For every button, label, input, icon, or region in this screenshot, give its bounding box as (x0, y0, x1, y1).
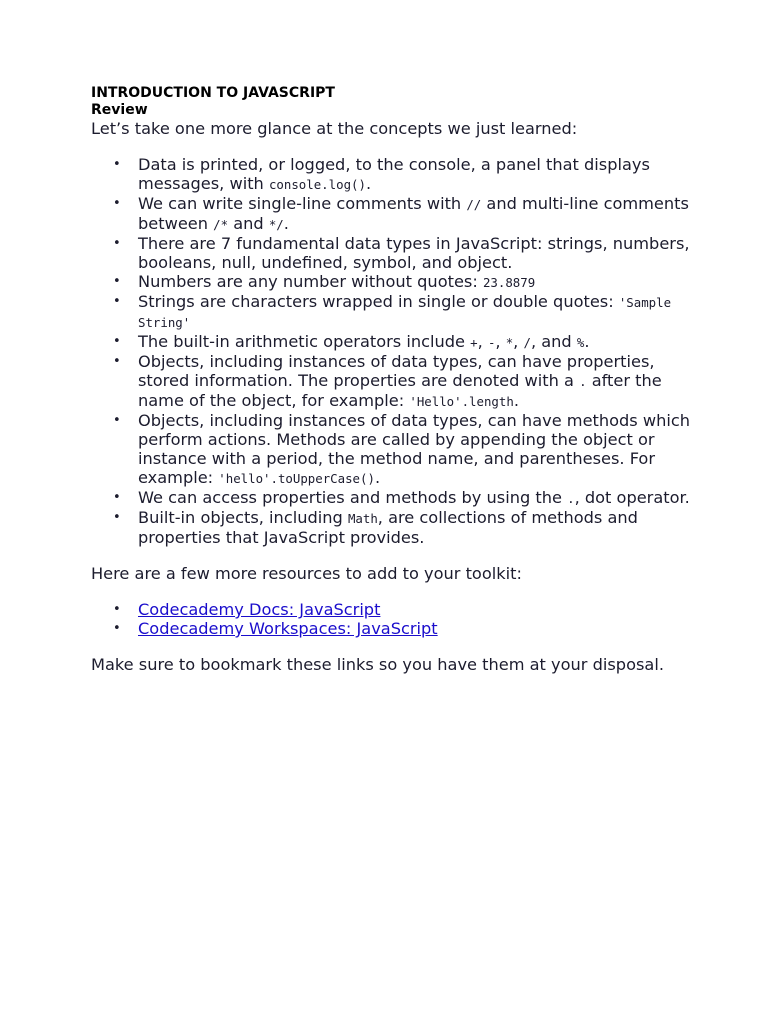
item-text: Data is printed, or logged, to the console, a panel that displays messages, with (138, 155, 650, 193)
bullet-icon: • (113, 354, 121, 369)
code-snippet: 'Sample String' (138, 295, 672, 330)
item-text: The built-in arithmetic operators include (138, 332, 471, 351)
code-snippet: Math (347, 511, 378, 526)
code-snippet: /* (213, 217, 229, 232)
list-item (91, 234, 691, 272)
item-text: Strings are characters wrapped in single or double quotes: (138, 292, 619, 311)
code-snippet: - (487, 335, 496, 350)
bullet-icon: • (113, 413, 121, 428)
item-text: , (513, 332, 524, 351)
code-snippet: 23.8879 (482, 275, 536, 290)
code-snippet: * (505, 335, 514, 350)
list-item (91, 488, 691, 508)
item-text: , (495, 332, 506, 351)
item-text: Numbers are any number without quotes: (138, 272, 483, 291)
list-item (91, 600, 691, 619)
item-text: . (365, 174, 372, 193)
list-item (91, 508, 691, 547)
list-item (91, 194, 691, 234)
item-text: We can write single-line comments with (138, 194, 467, 213)
bullet-icon: • (113, 490, 121, 505)
item-text: Objects, including instances of data types, can have methods which perform actions. Methods are called by appending the object or instance with a period, the method name, and parentheses. For example: (138, 411, 691, 487)
section-heading-review: Review (91, 102, 148, 118)
bullet-icon: • (113, 621, 121, 636)
bullet-icon: • (113, 157, 121, 172)
code-snippet: 'hello'.toUpperCase() (218, 471, 375, 486)
item-text: , are collections of methods and properties that JavaScript provides. (138, 508, 638, 547)
list-item (91, 155, 691, 194)
item-text: We can access properties and methods by using the (138, 488, 568, 507)
item-text: Objects, including instances of data types, can have properties, stored information. The properties are denoted with a (138, 352, 655, 390)
bullet-icon: • (113, 510, 121, 525)
item-text: Built-in objects, including (138, 508, 348, 527)
concepts-list (91, 155, 691, 547)
code-snippet: % (576, 335, 585, 350)
item-text: . (283, 214, 289, 233)
code-snippet: / (523, 335, 531, 350)
item-text: . (584, 332, 590, 351)
item-text: , dot operator. (574, 488, 690, 507)
code-snippet: . (579, 374, 587, 389)
document-page (91, 85, 691, 674)
list-item (91, 352, 691, 411)
closing-paragraph: Make sure to bookmark these links so you have them at your disposal. (91, 655, 664, 674)
code-snippet: 'Hello'.length (409, 394, 514, 409)
item-text: and multi-line comments between (138, 194, 689, 233)
item-text: and (228, 214, 269, 233)
resources-list (91, 600, 691, 638)
bullet-icon: • (113, 274, 121, 289)
bullet-icon: • (113, 334, 121, 349)
bullet-icon: • (113, 196, 121, 211)
list-item (91, 292, 691, 332)
code-snippet: */ (268, 217, 284, 232)
item-text: There are 7 fundamental data types in JavaScript: strings, numbers, booleans, null, undefined, symbol, and object. (138, 234, 690, 272)
list-item (91, 411, 691, 488)
item-text: , (477, 332, 488, 351)
item-text: after the name of the object, for example: (138, 371, 662, 410)
code-snippet: // (466, 197, 482, 212)
resources-intro: Here are a few more resources to add to your toolkit: (91, 564, 522, 583)
code-snippet: + (470, 335, 478, 350)
document-title: INTRODUCTION TO JAVASCRIPT (91, 85, 335, 101)
link-codecademy-workspaces[interactable]: Codecademy Workspaces: JavaScript (138, 619, 438, 638)
bullet-icon: • (113, 602, 121, 617)
code-snippet: console.log() (268, 177, 366, 192)
bullet-icon: • (113, 294, 121, 309)
list-item (91, 619, 691, 638)
list-item (91, 332, 691, 352)
list-item (91, 272, 691, 292)
intro-paragraph: Let’s take one more glance at the concepts we just learned: (91, 119, 578, 138)
item-text: . (374, 468, 381, 487)
link-codecademy-docs[interactable]: Codecademy Docs: JavaScript (138, 600, 381, 619)
code-snippet: . (567, 491, 575, 506)
item-text: . (513, 391, 519, 410)
item-text: , and (530, 332, 577, 351)
bullet-icon: • (113, 236, 121, 251)
